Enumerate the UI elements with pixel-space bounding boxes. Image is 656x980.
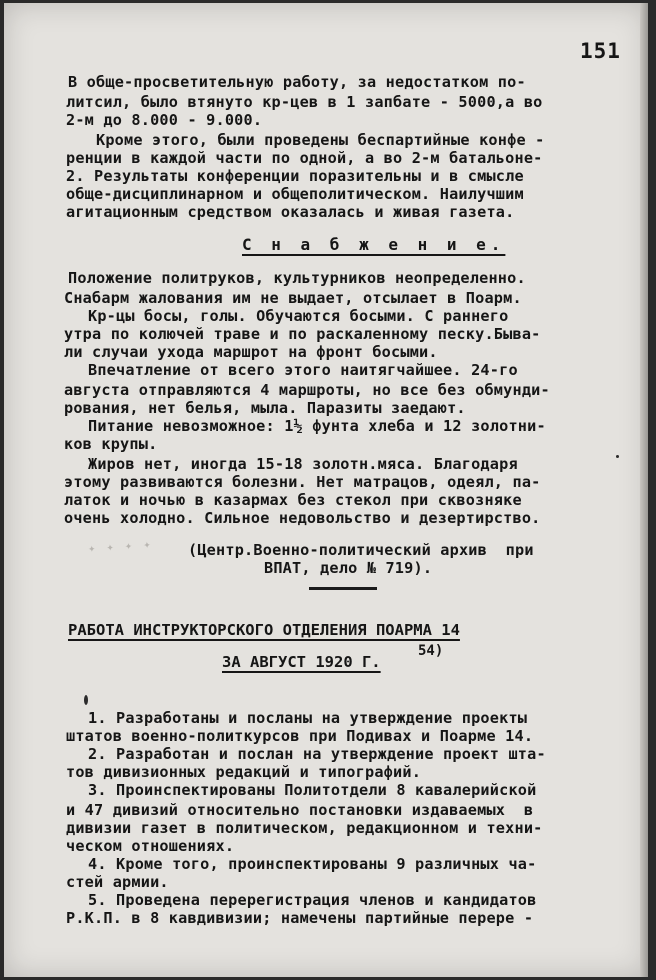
archive-source-line: ВПАТ, дело № 719). <box>264 559 433 577</box>
supply-line: очень холодно. Сильное недовольство и дезертирство. <box>64 509 541 527</box>
section-heading-supply: С н а б ж е н и е. <box>242 235 506 254</box>
supply-line: утра по колючей траве и по раскаленному песку.Быва- <box>64 325 541 343</box>
faded-stamp: ✦ ✦ ✦ ✦ <box>87 536 153 556</box>
supply-line: августа отправляются 4 маршроты, но все без обмунди- <box>64 381 550 399</box>
intro-line: В обще-просветительную работу, за недостатком по- <box>68 73 526 91</box>
supply-line: латок и ночью в казармах без стекол при сквозняке <box>64 491 522 509</box>
report-line: штатов военно-политкурсов при Подивах и Поарме 14. <box>66 727 534 745</box>
report-line: ческом отношениях. <box>66 837 235 855</box>
report-line: 2. Разработан и послан на утверждение проект шта- <box>88 745 546 763</box>
intro-line: 2. Результаты конференции поразительны и в смысле <box>66 167 524 185</box>
report-line: 4. Кроме того, проинспектированы 9 различных ча- <box>88 855 537 873</box>
report-line: Р.К.П. в 8 кавдивизии; намечены партийные перере - <box>66 909 534 927</box>
supply-line: Кр-цы босы, голы. Обучаются босыми. С раннего <box>88 307 509 325</box>
ink-speck <box>616 455 619 458</box>
supply-line: Снабарм жалования им не выдает, отсылает в Поарм. <box>64 289 522 307</box>
intro-line: 2-м до 8.000 - 9.000. <box>66 111 263 129</box>
intro-line: ренции в каждой части по одной, а во 2-м батальоне- <box>66 149 543 167</box>
report-line: 3. Проинспектированы Политотдели 8 кавалерийской <box>88 781 537 799</box>
supply-line: Жиров нет, иногда 15-18 золотн.мяса. Благодаря <box>88 455 518 473</box>
report-line: дивизии газет в политическом, редакционном и техни- <box>66 819 543 837</box>
supply-line: ли случаи ухода маршрот на фронт босыми. <box>64 343 438 361</box>
report-line: 5. Проведена перерегистрация членов и кандидатов <box>88 891 537 909</box>
supply-line: рования, нет белья, мыла. Паразиты заедают. <box>64 399 466 417</box>
report-line: тов дивизионных редакций и типографий. <box>66 763 422 781</box>
supply-line: Положение политруков, культурников неопределенно. <box>68 269 526 287</box>
supply-line: Впечатление от всего этого наитягчайшее. 24-го <box>88 361 518 379</box>
ink-speck <box>84 695 88 705</box>
report-title-line-2: ЗА АВГУСТ 1920 Г. <box>222 653 381 671</box>
intro-line: литсил, было втянуто кр-цев в 1 запбате - 5000,а во <box>66 93 543 111</box>
supply-line: этому развиваются болезни. Нет матрацов, одеял, па- <box>64 473 541 491</box>
report-title-line-1: РАБОТА ИНСТРУКТОРСКОГО ОТДЕЛЕНИЯ ПОАРМА 14 <box>68 621 460 639</box>
intro-line: Кроме этого, были проведены беспартийные конфе - <box>96 131 545 149</box>
report-line: и 47 дивизий относительно постановки издаваемых в <box>66 801 534 819</box>
supply-line: ков крупы. <box>64 435 158 453</box>
page-number: 151 <box>580 39 621 63</box>
intro-line: обще-дисциплинарном и общеполитическом. Наилучшим <box>66 185 524 203</box>
document-page <box>4 3 648 977</box>
section-separator <box>309 587 377 590</box>
supply-line: Питание невозможное: 1½ фунта хлеба и 12 золотни- <box>88 417 546 435</box>
footnote-marker: 54) <box>418 643 444 659</box>
report-line: стей армии. <box>66 873 169 891</box>
page-edge-shadow <box>640 3 648 977</box>
archive-source-line: (Центр.Военно-политический архив при <box>188 541 534 559</box>
intro-line: агитационным средством оказалась и живая газета. <box>66 203 515 221</box>
report-line: 1. Разработаны и посланы на утверждение проекты <box>88 709 528 727</box>
